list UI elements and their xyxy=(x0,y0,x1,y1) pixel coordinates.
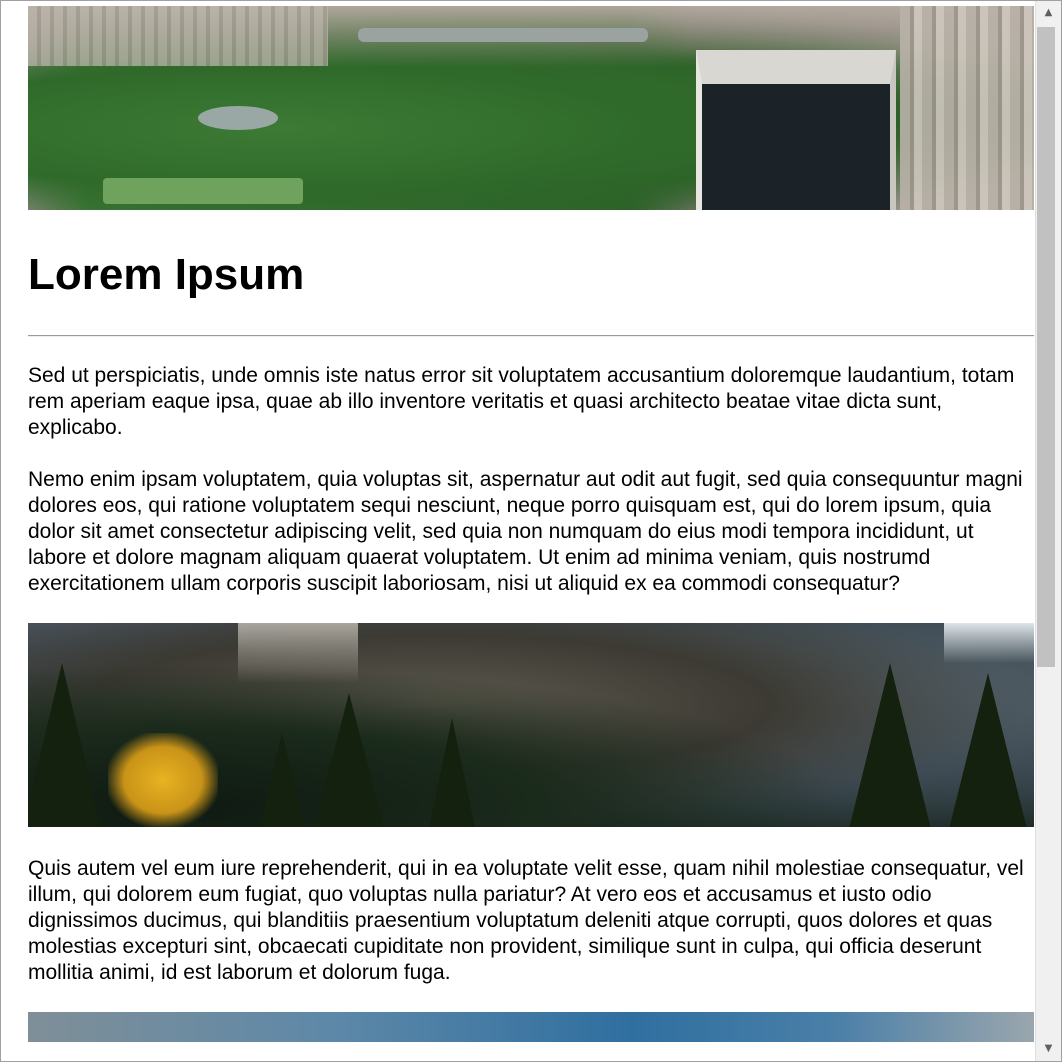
park-reservoir xyxy=(358,28,648,42)
page-viewport xyxy=(1,1,1035,1061)
park-lawn xyxy=(103,178,303,204)
bottom-banner-image xyxy=(28,1012,1034,1042)
top-banner-image xyxy=(28,6,1034,210)
scroll-thumb[interactable] xyxy=(1037,27,1055,667)
autumn-tree xyxy=(108,733,218,827)
paragraph-2: Nemo enim ipsam voluptatem, quia voluptas sit, aspernatur aut odit aut fugit, sed quia consequuntur magni dolores eos, qui ratione voluptatem sequi nesciunt, neque porro quisquam est, qui do lorem ipsum, quia dolor sit amet consectetur adipiscing velit, sed quia non numquam do eius modi tempora incididunt, ut labore et dolore magnam aliquam quaerat voluptatem. Ut enim ad minima veniam, quis nostrumd exercitationem ullam corporis suscipit laboriosam, nisi ut aliquid ex ea commodi consequatur? xyxy=(28,468,1023,595)
city-skyline xyxy=(900,6,1034,210)
middle-banner-image xyxy=(28,623,1034,827)
pine-tree xyxy=(313,693,385,827)
city-buildings xyxy=(28,6,328,66)
paragraph-3: Quis autem vel eum iure reprehenderit, qui in ea voluptate velit esse, quam nihil molestiae consequatur, vel illum, qui dolorem eum fugiat, quo voluptas nulla pariatur? At vero eos et accusamus et iusto odio dignissimos ducimus, qui blanditiis praesentium voluptatum deleniti atque corrupti, quos dolores et quas molestias excepturi sint, obcaecati cupiditate non provident, similique sunt in culpa, qui officia deserunt mollitia animi, id est laborum et dolorum fuga. xyxy=(28,857,1024,984)
pine-tree xyxy=(258,733,306,827)
pine-tree xyxy=(848,663,932,827)
pine-tree xyxy=(28,663,102,827)
page-title: Lorem Ipsum xyxy=(28,250,305,299)
pine-tree xyxy=(948,673,1028,827)
vertical-scrollbar[interactable] xyxy=(1035,1,1061,1061)
title-divider xyxy=(28,335,1034,337)
office-tower xyxy=(696,50,896,210)
sky-patch xyxy=(944,623,1034,663)
park-pond xyxy=(198,106,278,130)
scroll-up-arrow-icon[interactable]: ▲ xyxy=(1036,1,1061,25)
pine-tree xyxy=(428,718,476,827)
article xyxy=(28,6,1034,1042)
snowy-peak xyxy=(238,623,358,683)
paragraph-1: Sed ut perspiciatis, unde omnis iste natus error sit voluptatem accusantium doloremque laudantium, totam rem aperiam eaque ipsa, quae ab illo inventore veritatis et quasi architecto beatae vitae dicta sunt, explicabo. xyxy=(28,364,1015,439)
scroll-down-arrow-icon[interactable]: ▼ xyxy=(1036,1037,1061,1061)
